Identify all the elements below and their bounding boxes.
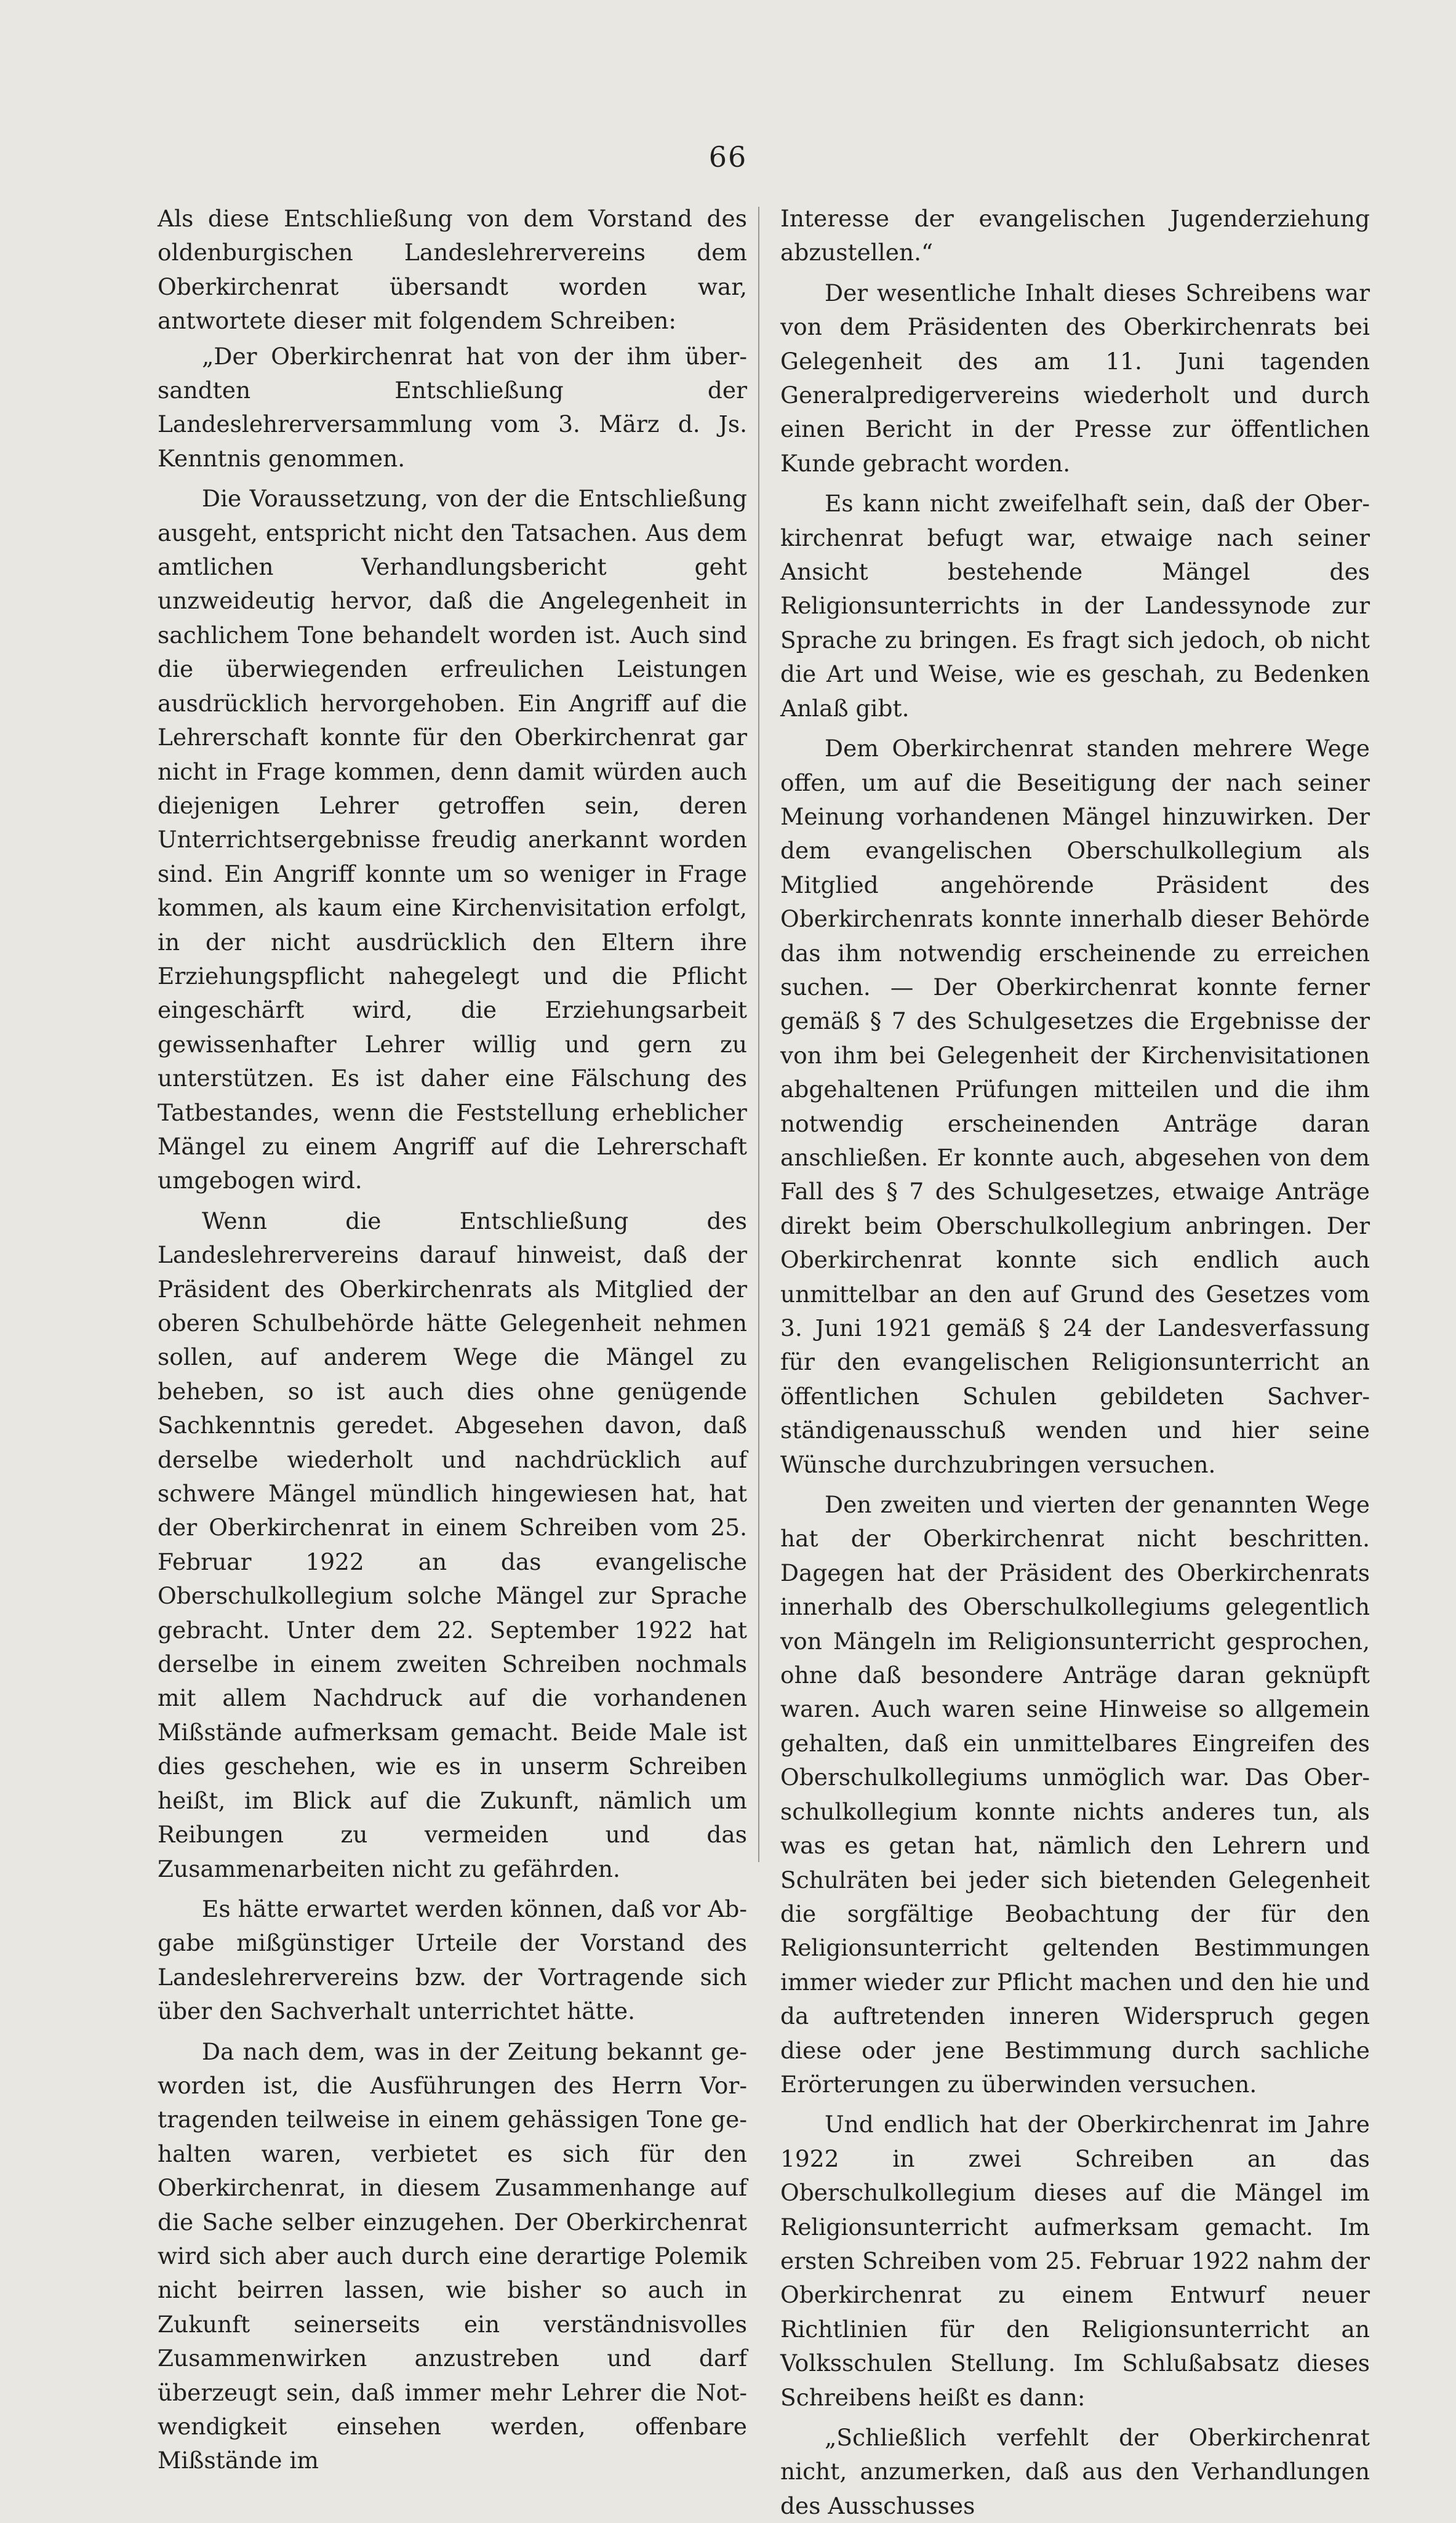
right-column: [780, 202, 1370, 2523]
column-divider: [758, 207, 759, 1862]
paragraph-left-6: Da nach dem, was in der Zeitung bekannt geworden ist, die Ausführungen des Herrn Vortragenden teilweise in einem gehässigen Tone gehalten waren, verbietet es sich für den Oberkirchenrat, in diesem Zusammenhange auf die Sache selber einzugehen. Der Oberkirchenrat wird sich aber auch durch eine derartige Polemik nicht beirren lassen, wie bisher so auch in Zukunft seinerseits ein verständnisvolles Zusammenwirken anzustreben und darf überzeugt sein, daß immer mehr Lehrer die Notwendigkeit einsehen werden, offenbare Mißstände im: [158, 2037, 747, 2474]
paragraph-right-2: Der wesentliche Inhalt dieses Schreibens war von dem Präsidenten des Oberkirchenrats bei Gelegenheit des am 11. Juni tagenden Generalpredigervereins wiederholt und durch einen Bericht in der Presse zur öffentlichen Kunde gebracht worden.: [780, 279, 1370, 477]
left-column: [158, 202, 747, 2478]
paragraph-right-4: Dem Oberkirchenrat standen mehrere Wege offen, um auf die Beseitigung der nach seiner Meinung vorhandenen Mängel hinzuwirken. Der dem evangelischen Oberschulkollegium als Mitglied angehörende Präsident des Oberkirchenrats konnte innerhalb dieser Behörde das ihm notwendig erscheinende zu erreichen suchen. — Der Oberkirchenrat konnte ferner gemäß § 7 des Schulgesetzes die Ergebnisse der von ihm bei Gelegenheit der Kirchenvisitationen abgehaltenen Prüfungen mitteilen und die ihm notwendig erscheinenden Anträge daran anschließen. Er konnte auch, abgesehen von dem Fall des § 7 des Schulgesetzes, etwaige Anträge direkt beim Oberschulkollegium anbringen. Der Oberkirchenrat konnte sich endlich auch unmittelbar an den auf Grund des Gesetzes vom 3. Juni 1921 gemäß § 24 der Landesverfassung für den evangelischen Religionsunterricht an öffentlichen Schulen gebildeten Sachverständigenausschuß wenden und hier seine Wünsche durchzubringen versuchen.: [780, 735, 1370, 1478]
paragraph-right-1: Interesse der evangelischen Jugenderziehung abzustellen.“: [780, 205, 1370, 266]
paragraph-right-6: Und endlich hat der Oberkirchenrat im Jahre 1922 in zwei Schreiben an das Oberschulkollegium dieses auf die Mängel im Religionsunterricht aufmerksam gemacht. Im ersten Schreiben vom 25. Februar 1922 nahm der Oberkirchenrat zu einem Entwurf neuer Richtlinien für den Religionsunterricht an Volksschulen Stellung. Im Schlußabsatz dieses Schreibens heißt es dann:: [780, 2111, 1370, 2411]
paragraph-right-3: Es kann nicht zweifelhaft sein, daß der Oberkirchenrat befugt war, etwaige nach seiner Ansicht bestehende Mängel des Religionsunterrichts in der Landessynode zur Sprache zu bringen. Es fragt sich jedoch, ob nicht die Art und Weise, wie es geschah, zu Bedenken Anlaß gibt.: [780, 490, 1370, 722]
paragraph-left-2: „Der Oberkirchenrat hat von der ihm übersandten Entschließung der Landeslehrerversammlung vom 3. März d. Js. Kenntnis genommen.: [158, 342, 747, 472]
paragraph-left-3: Die Voraussetzung, von der die Entschließung ausgeht, entspricht nicht den Tatsachen. Aus dem amtlichen Verhandlungsbericht geht unzweideutig hervor, daß die Angelegenheit in sachlichem Tone behandelt worden ist. Auch sind die überwiegenden erfreulichen Leistungen ausdrücklich hervorgehoben. Ein Angriff auf die Lehrerschaft konnte für den Oberkirchenrat gar nicht in Frage kommen, denn damit würden auch diejenigen Lehrer getroffen sein, deren Unterrichtsergebnisse freudig anerkannt worden sind. Ein Angriff konnte um so weniger in Frage kommen, als kaum eine Kirchenvisitation erfolgt, in der nicht ausdrücklich den Eltern ihre Erziehungspflicht nahegelegt und die Pflicht eingeschärft wird, die Erziehungsarbeit gewissenhafter Lehrer willig und gern zu unterstützen. Es ist daher eine Fälschung des Tatbestandes, wenn die Feststellung erheblicher Mängel zu einem Angriff auf die Lehrerschaft umgebogen wird.: [158, 485, 747, 1194]
paragraph-right-5: Den zweiten und vierten der genannten Wege hat der Oberkirchenrat nicht beschritten. Dagegen hat der Präsident des Oberkirchenrats innerhalb des Oberschulkollegiums gelegentlich von Mängeln im Religionsunterricht gesprochen, ohne daß besondere Anträge daran geknüpft waren. Auch waren seine Hinweise so allgemein gehalten, daß ein unmittelbares Eingreifen des Oberschulkollegiums unmöglich war. Das Oberschulkollegium konnte nichts anderes tun, als was es getan hat, nämlich den Lehrern und Schulräten bei jeder sich bietenden Gelegenheit die sorgfältige Beobachtung der für den Religionsunterricht geltenden Bestimmungen immer wieder zur Pflicht machen und den hie und da auftretenden inneren Widerspruch gegen diese oder jene Bestimmung durch sachliche Erörterungen zu überwinden versuchen.: [780, 1491, 1370, 2098]
paragraph-left-1: Als diese Entschließung von dem Vorstand des oldenburgischen Landeslehrervereins dem Oberkirchenrat übersandt worden war, antwortete dieser mit folgendem Schreiben:: [158, 205, 747, 335]
page-number: 66: [708, 140, 748, 174]
paragraph-right-7: „Schließlich verfehlt der Oberkirchenrat nicht, anzumerken, daß aus den Verhandlungen des Ausschusses: [780, 2424, 1370, 2519]
paragraph-left-5: Es hätte erwartet werden können, daß vor Abgabe mißgünstiger Urteile der Vorstand des Landeslehrervereins bzw. der Vortragende sich über den Sachverhalt unterrichtet hätte.: [158, 1895, 747, 2025]
paragraph-left-4: Wenn die Entschließung des Landeslehrervereins darauf hinweist, daß der Präsident des Oberkirchenrats als Mitglied der oberen Schulbehörde hätte Gelegenheit nehmen sollen, auf anderem Wege die Mängel zu beheben, so ist auch dies ohne genügende Sachkenntnis geredet. Abgesehen davon, daß derselbe wiederholt und nachdrücklich auf schwere Mängel mündlich hingewiesen hat, hat der Oberkirchenrat in einem Schreiben vom 25. Februar 1922 an das evangelische Oberschulkollegium solche Mängel zur Sprache gebracht. Unter dem 22. September 1922 hat derselbe in einem zweiten Schreiben nochmals mit allem Nachdruck auf die vorhandenen Mißstände aufmerksam gemacht. Beide Male ist dies geschehen, wie es in unserm Schreiben heißt, im Blick auf die Zukunft, nämlich um Reibungen zu vermeiden und das Zusammenarbeiten nicht zu gefährden.: [158, 1207, 747, 1882]
